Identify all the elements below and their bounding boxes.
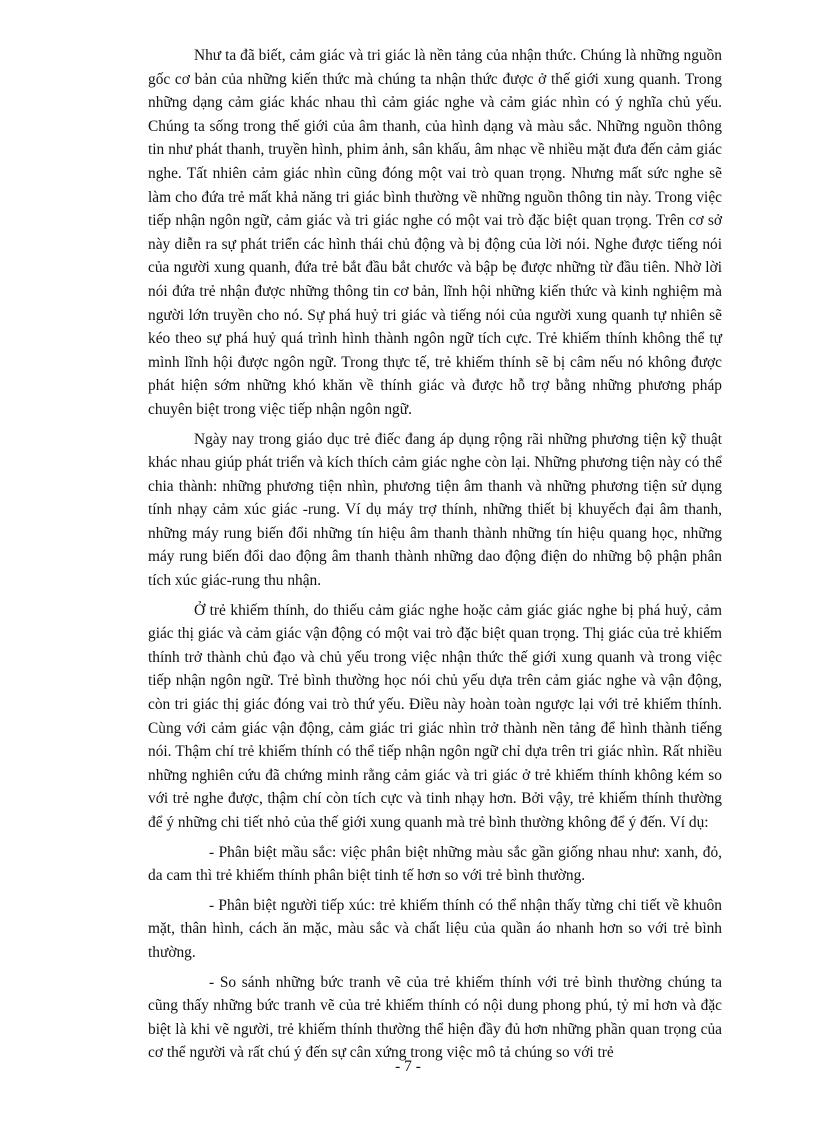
list-item-color: - Phân biệt mầu sắc: việc phân biệt những màu sắc gần giống nhau như: xanh, đỏ, da cam thì trẻ khiếm thính phân biệt tinh tế hơn so với trẻ bình thường. xyxy=(148,843,722,885)
paragraph-2: Ngày nay trong giáo dục trẻ điếc đang áp dụng rộng rãi những phương tiện kỹ thuật khác nhau giúp phát triển và kích thích cảm giác nghe còn lại. Những phương tiện này có thể chia thành: những phương tiện nhìn, phương tiện âm thanh và những phương tiện sử dụng tính nhạy cảm xúc giác -rung. Ví dụ máy trợ thính, những thiết bị khuyếch đại âm thanh, những máy rung biến đổi những tín hiệu âm thanh thành những tín hiệu quang học, những máy rung biến đổi dao động âm thanh thành những dao động điện do những bộ phận phân tích xúc giác-rung thu nhận. xyxy=(148,430,722,590)
list-item-drawing: - So sánh những bức tranh vẽ của trẻ khiếm thính với trẻ bình thường chúng ta cũng thấy những bức tranh vẽ của trẻ khiếm thính có nội dung phong phú, tỷ mỉ hơn và đặc biệt là khi vẽ người, trẻ khiếm thính thường thể hiện đầy đủ hơn những phần quan trọng của cơ thể người và rất chú ý đến sự cân xứng trong việc mô tả chúng so với trẻ xyxy=(148,973,722,1062)
list-item-person: - Phân biệt người tiếp xúc: trẻ khiếm thính có thể nhận thấy từng chi tiết về khuôn mặt, thân hình, cách ăn mặc, màu sắc và chất liệu của quần áo nhanh hơn so với trẻ bình thường. xyxy=(148,896,722,961)
page-number: - 7 - xyxy=(395,1058,421,1075)
paragraph-3: Ở trẻ khiếm thính, do thiếu cảm giác nghe hoặc cảm giác giác nghe bị phá huỷ, cảm giác thị giác và cảm giác vận động có một vai trò đặc biệt quan trọng. Thị giác của trẻ khiếm thính trở thành chủ đạo và chủ yếu trong việc nhận thức thế giới xung quanh và trong việc tiếp nhận ngôn ngữ. Trẻ bình thường học nói chủ yếu dựa trên cảm giác nghe và vận động, còn tri giác thị giác đóng vai trò thứ yếu. Điều này hoàn toàn ngược lại với trẻ khiếm thính. Cùng với cảm giác vận động, cảm giác tri giác nhìn trở thành nền tảng để hình thành tiếng nói. Thậm chí trẻ khiếm thính có thể tiếp nhận ngôn ngữ chỉ dựa trên tri giác nhìn. Rất nhiều những nghiên cứu đã chứng minh rằng cảm giác và tri giác ở trẻ khiếm thính không kém so với trẻ nghe được, thậm chí còn tích cực và tinh nhạy hơn. Bởi vậy, trẻ khiếm thính thường để ý những chi tiết nhỏ của thế giới xung quanh mà trẻ bình thường không để ý đến. Ví dụ: xyxy=(148,601,722,831)
paragraph-1: Như ta đã biết, cảm giác và tri giác là nền tảng của nhận thức. Chúng là những nguồn gốc cơ bản của những kiến thức mà chúng ta nhận thức được ở thế giới xung quanh. Trong những dạng cảm giác khác nhau thì cảm giác nghe và cảm giác nhìn có ý nghĩa chủ yếu. Chúng ta sống trong thế giới của âm thanh, của hình dạng và màu sắc. Những nguồn thông tin như phát thanh, truyền hình, phim ảnh, sân khấu, âm nhạc về nhiều mặt đưa đến cảm giác nghe. Tất nhiên cảm giác nhìn cũng đóng một vai trò quan trọng. Nhưng mất sức nghe sẽ làm cho đứa trẻ mất khả năng tri giác bình thường về những nguồn thông tin này. Trong việc tiếp nhận ngôn ngữ, cảm giác và tri giác nghe có một vai trò đặc biệt quan trọng. Trên cơ sở này diễn ra sự phát triển các hình thái chủ động và bị động của lời nói. Nghe được tiếng nói của người xung quanh, đứa trẻ bắt đầu bắt chước và bập bẹ được những từ đầu tiên. Nhờ lời nói đứa trẻ nhận được những thông tin cơ bản, lĩnh hội những kiến thức và kinh nghiệm mà người lớn truyền cho nó. Sự phá huỷ tri giác và tiếng nói của người xung quanh tự nhiên sẽ kéo theo sự phá huỷ quá trình hình thành ngôn ngữ tích cực. Trẻ khiếm thính không thể tự mình lĩnh hội được ngôn ngữ. Trong thực tế, trẻ khiếm thính sẽ bị câm nếu nó không được phát hiện sớm những khó khăn về thính giác và được hỗ trợ bằng những phương pháp chuyên biệt trong việc tiếp nhận ngôn ngữ. xyxy=(148,47,722,418)
document-body xyxy=(148,44,722,1065)
